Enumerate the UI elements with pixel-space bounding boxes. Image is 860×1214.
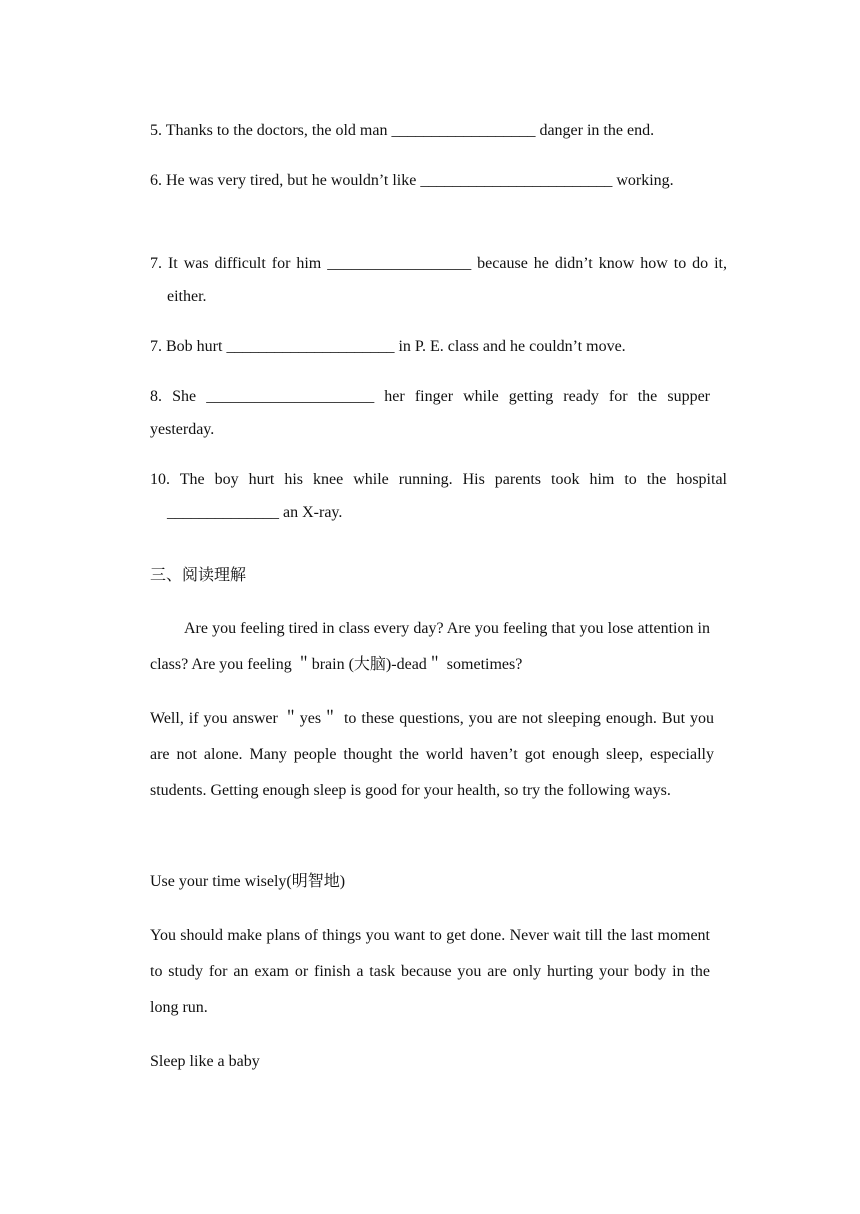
question-5: 5. Thanks to the doctors, the old man __________________ danger in the end. [150,122,655,139]
section-heading: 三、阅读理解 [150,567,247,584]
passage-subheading-1: Use your time wisely(明智地) [150,873,346,890]
question-8: 8. She _____________________ her finger while getting ready for the supper yesterday. [150,388,710,438]
question-7a: 7. It was difficult for him __________________ because he didn’t know how to do it, either. [150,255,727,305]
question-6: 6. He was very tired, but he wouldn’t like ________________________ working. [150,172,674,189]
passage-paragraph-3: You should make plans of things you want to get done. Never wait till the last moment to study for an exam or finish a task because you are only hurting your body in the long run. [150,927,710,1016]
passage-subheading-2: Sleep like a baby [150,1053,260,1070]
passage-paragraph-1: Are you feeling tired in class every day? Are you feeling that you lose attention in class? Are you feeling ＂brain (大脑)-dead＂ sometimes? [150,620,710,673]
question-7b: 7. Bob hurt _____________________ in P. E. class and he couldn’t move. [150,338,626,355]
passage-paragraph-2: Well, if you answer ＂yes＂ to these questions, you are not sleeping enough. But you are not alone. Many people thought the world haven’t got enough sleep, especially students. Getting enough sleep is good for your health, so try the following ways. [150,710,714,799]
question-10: 10. The boy hurt his knee while running. His parents took him to the hospital ______________ an X-ray. [150,471,727,521]
